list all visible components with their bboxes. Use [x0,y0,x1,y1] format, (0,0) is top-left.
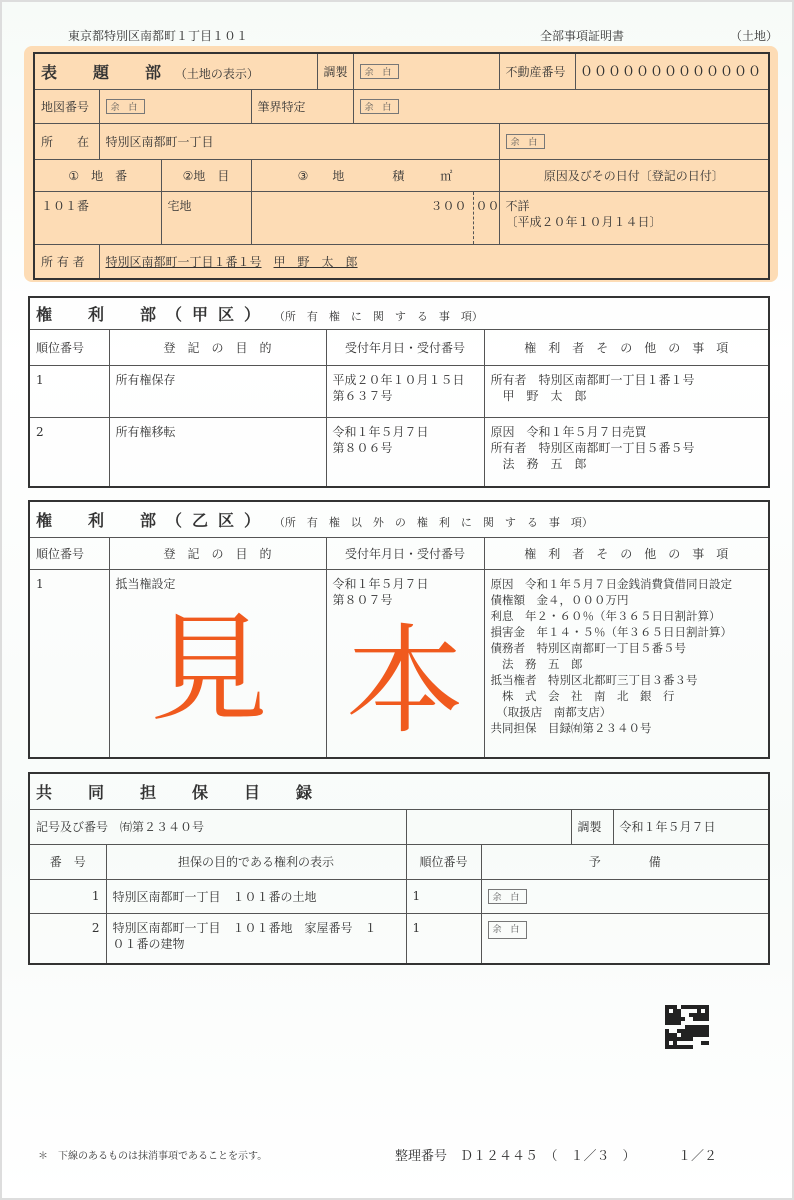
receipt-date: 令和１年５月７日 [332,576,429,591]
chiseki-dec: ００ [473,191,499,244]
detail-line: （取扱店 南都支店） [490,704,612,719]
col-chiban: ① 地 番 [34,159,161,191]
hikkai-label: 筆界特定 [251,89,353,123]
rank: 1 [29,365,109,417]
col-header: 受付年月日・受付番号 [326,329,484,365]
yohaku-stamp: 余 白 [360,99,400,114]
yohaku-stamp: 余 白 [488,921,528,939]
chizu-label: 地図番号 [34,89,99,123]
chosei-label: 調製 [571,809,613,844]
owner-label: 所 有 者 [34,244,99,279]
item-desc-cont: ０１番の建物 [112,936,185,951]
kigo-value: ㈲第２３４０号 [120,820,205,834]
header-address: 東京都特別区南都町１丁目１０１ [68,29,249,43]
col-header: 受付年月日・受付番号 [326,537,484,569]
col-header: 登 記 の 目 的 [109,329,326,365]
item-rank: 1 [406,879,481,913]
header-type: （土地） [730,29,779,43]
yohaku-stamp: 余 白 [506,134,546,149]
purpose: 所有権移転 [109,417,326,487]
fudosan-label: 不動産番号 [499,53,575,89]
detail-line: 株 式 会 社 南 北 銀 行 [490,688,675,703]
kou-subtitle: （所 有 権 に 関 す る 事 項） [273,309,483,323]
col-header: 順位番号 [406,844,481,879]
detail-line: 債務者 特別区南都町一丁目５番５号 [490,640,686,655]
hyodai-subtitle: （土地の表示） [174,66,259,81]
chiseki-int: ３００ [251,191,473,244]
chimoku-value: 宅地 [161,191,251,244]
col-header: 権 利 者 そ の 他 の 事 項 [484,329,769,365]
col-header: 登 記 の 目 的 [109,537,326,569]
chosei-date: 令和１年５月７日 [613,809,769,844]
otsu-subtitle: （所 有 権 以 外 の 権 利 に 関 す る 事 項） [273,515,593,529]
detail-line: 原因 令和１年５月７日金銭消費貸借同日設定 [490,576,732,591]
rank: 1 [29,569,109,758]
detail-line: 甲 野 太 郎 [490,388,587,403]
item-number: 2 [29,913,106,964]
chiban-value: １０１番 [34,191,161,244]
col-header: 順位番号 [29,329,109,365]
col-header: 予 備 [481,844,769,879]
col-chimoku: ②地 目 [161,159,251,191]
detail-line: 共同担保 目録㈲第２３４０号 [490,720,652,735]
otsu-title: 権 利 部（乙区） [36,510,271,530]
detail-line: 法 務 五 郎 [490,656,583,671]
footer-page: １／２ [678,1149,718,1164]
table-row [29,913,769,964]
kyodo-title: 共 同 担 保 目 録 [36,782,323,802]
detail-line: 利息 年２・６０％（年３６５日日割計算） [490,608,721,623]
item-desc: 特別区南都町一丁目 １０１番の土地 [106,879,406,913]
owner-name: 甲 野 太 郎 [273,254,358,269]
detail-line: 抵当権者 特別区北都町三丁目３番３号 [490,672,698,687]
table-row [29,417,769,487]
yohaku-stamp: 余 白 [488,889,528,904]
hyodai-table [33,52,770,280]
shozai-value: 特別区南都町一丁目 [99,123,499,159]
detail-line: 損害金 年１４・５％（年３６５日日割計算） [490,624,732,639]
shozai-label: 所 在 [34,123,99,159]
qr-module [705,1045,709,1049]
genin-date: 〔平成２０年１０月１４日〕 [505,214,662,229]
yohaku-stamp: 余 白 [360,64,400,79]
col-header: 担保の目的である権利の表示 [106,844,406,879]
item-desc: 特別区南都町一丁目 １０１番地 家屋番号 １ [112,920,377,935]
rank: 2 [29,417,109,487]
owner-address: 特別区南都町一丁目１番１号 [105,254,262,269]
col-genin: 原因及びその日付〔登記の日付〕 [499,159,769,191]
qr-code [665,1005,709,1049]
col-header: 順位番号 [29,537,109,569]
fudosan-number: ０００００００００００００ [575,53,769,89]
receipt-date: 令和１年５月７日 [332,424,429,439]
col-header: 権 利 者 そ の 他 の 事 項 [484,537,769,569]
detail-line: 所有者 特別区南都町一丁目５番５号 [490,440,695,455]
purpose: 抵当権設定 [109,569,326,758]
footer-note: ＊ 下線のあるものは抹消事項であることを示す。 [38,1151,268,1162]
kou-title: 権 利 部（甲区） [36,304,271,324]
header-doc-title: 全部事項証明書 [540,29,625,43]
receipt-number: 第８０７号 [332,592,393,607]
detail-line: 債権額 金４，０００万円 [490,592,629,607]
detail-line: 原因 令和１年５月７日売買 [490,424,647,439]
watermark-hon: 本 [346,612,465,750]
footer-seiri: 整理番号 Ｄ１２４４５ （ １／３ ） [395,1149,636,1164]
col-header: 番 号 [29,844,106,879]
receipt-number: 第６３７号 [332,388,393,403]
yohaku-stamp: 余 白 [106,99,146,114]
item-number: 1 [29,879,106,913]
col-chiseki: ③ 地 積 ㎡ [251,159,499,191]
kou-table [28,296,770,488]
hyodai-title: 表 題 部 [41,62,172,82]
detail-line: 所有者 特別区南都町一丁目１番１号 [490,372,695,387]
kyodo-table [28,772,770,965]
receipt-number: 第８０６号 [332,440,393,455]
kigo-label: 記号及び番号 [36,820,109,834]
chosei-label: 調製 [317,53,353,89]
receipt-date: 平成２０年１０月１５日 [332,372,465,387]
purpose: 所有権保存 [109,365,326,417]
table-row [29,365,769,417]
genin-value: 不詳 [505,198,530,213]
detail-line: 法 務 五 郎 [490,456,587,471]
table-row [29,879,769,913]
watermark-mi: 見 [150,600,269,738]
item-rank: 1 [406,913,481,964]
